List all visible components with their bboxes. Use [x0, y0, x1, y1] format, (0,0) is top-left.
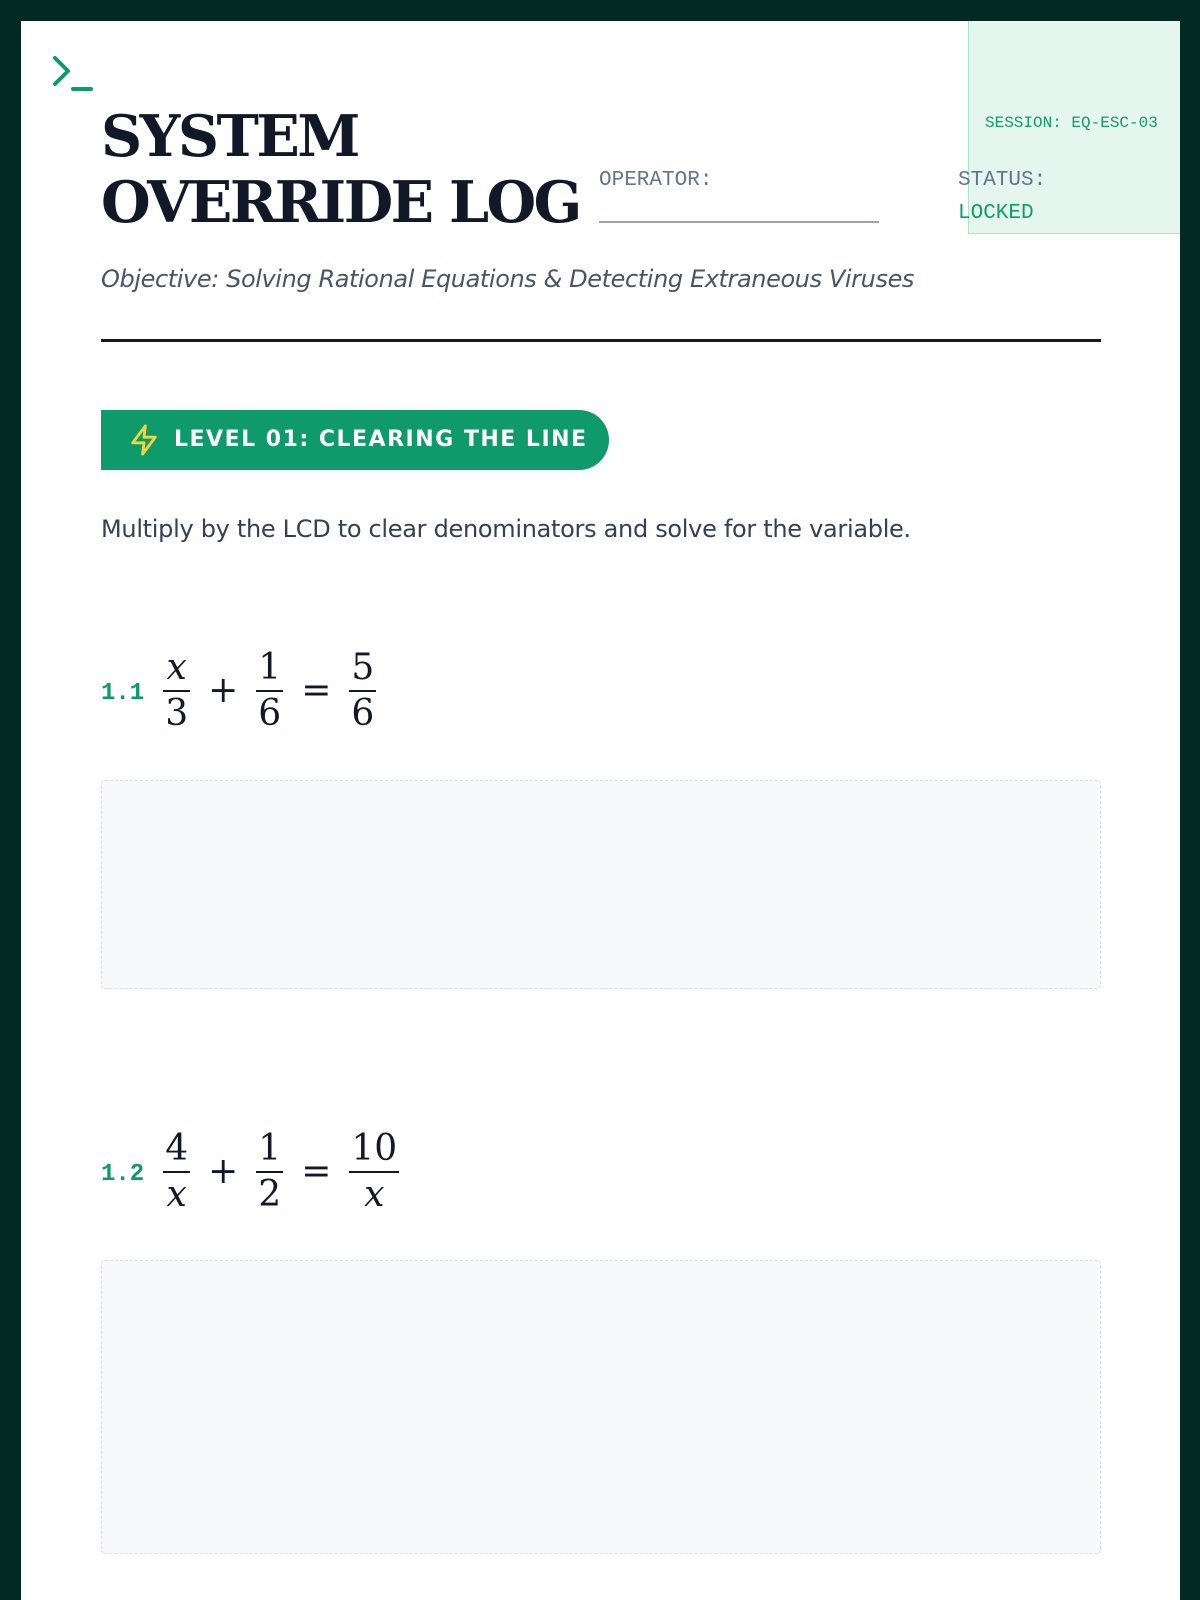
lightning-bolt-icon [127, 422, 161, 458]
problem-number: 1.1 [101, 679, 145, 707]
denominator: 6 [258, 693, 282, 734]
equation [160, 646, 379, 736]
numerator: 5 [351, 647, 375, 688]
numerator: 1 [258, 647, 282, 688]
denominator: 3 [165, 693, 189, 734]
level-title: LEVEL 01: CLEARING THE LINE [174, 427, 588, 452]
title-line-1: SYSTEM [101, 103, 358, 170]
denominator: x [364, 1174, 385, 1215]
title-line-2: OVERRIDE LOG [101, 169, 580, 236]
level-banner [101, 410, 609, 470]
status-label: STATUS: [958, 169, 1047, 192]
terminal-prompt-icon [51, 54, 95, 94]
problem-1-2 [101, 1122, 402, 1222]
operator-symbol: = [301, 670, 332, 711]
numerator: 1 [258, 1128, 282, 1169]
operator-symbol: = [301, 1151, 332, 1192]
status-badge: LOCKED [958, 202, 1034, 225]
header-divider [101, 339, 1101, 342]
session-id: SESSION: EQ-ESC-03 [985, 114, 1158, 132]
answer-work-area-1-1[interactable] [101, 780, 1101, 989]
denominator: 6 [351, 693, 375, 734]
operator-name-field[interactable] [599, 221, 879, 223]
operator-symbol: + [208, 670, 239, 711]
problem-number: 1.2 [101, 1160, 145, 1188]
numerator: x [166, 647, 187, 688]
fraction [160, 1127, 193, 1217]
objective-text: Objective: Solving Rational Equations & Detecting Extraneous Viruses [101, 265, 915, 293]
equation [160, 1127, 402, 1217]
problem-1-1 [101, 641, 379, 741]
level-instructions: Multiply by the LCD to clear denominators and solve for the variable. [101, 515, 911, 543]
fraction [253, 646, 286, 736]
denominator: 2 [258, 1174, 282, 1215]
operator-symbol: + [208, 1151, 239, 1192]
fraction [160, 646, 193, 736]
answer-work-area-1-2[interactable] [101, 1260, 1101, 1554]
page-title [101, 104, 580, 236]
worksheet-page [21, 21, 1180, 1600]
denominator: x [166, 1174, 187, 1215]
operator-label: OPERATOR: [599, 169, 713, 192]
fraction [253, 1127, 286, 1217]
numerator: 4 [165, 1128, 189, 1169]
fraction [346, 1127, 402, 1217]
fraction [346, 646, 379, 736]
numerator: 10 [351, 1128, 398, 1169]
